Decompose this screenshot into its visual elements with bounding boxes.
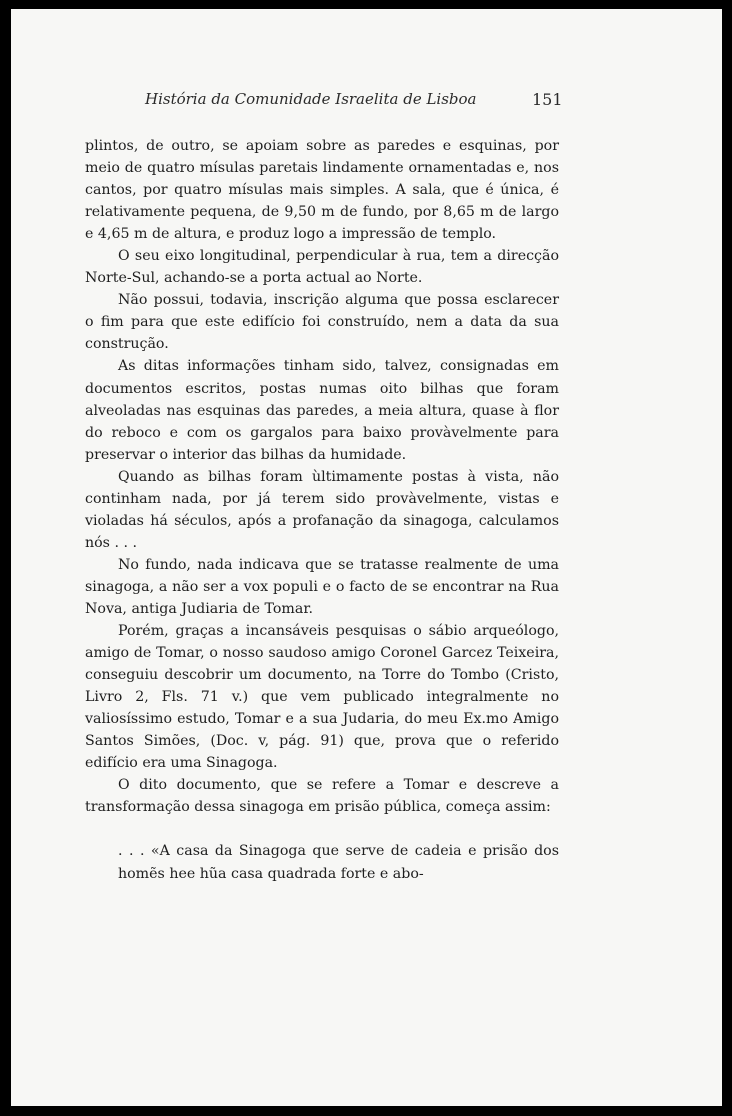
paragraph: Quando as bilhas foram ùltimamente postas à vista, não continham nada, por já terem sido provàvelmente, vistas e violadas há séculos, após a profanação da sinagoga, calculamos nós . . . (85, 468, 559, 551)
paragraph: Porém, graças a incansáveis pesquisas o sábio arqueólogo, amigo de Tomar, o nosso saudoso amigo Coronel Garcez Teixeira, conseguiu descobrir um documento, na Torre do Tombo (Cristo, Livro 2, Fls. 71 v.) que vem publicado integralmente no valiosíssimo estudo, Tomar e a sua Judaria, do meu Ex.mo Amigo Santos Simões, (Doc. v, pág. 91) que, prova que o referido edifício era uma Sinagoga. (85, 623, 559, 772)
book-page (11, 9, 722, 1106)
page-number: 151 (532, 90, 563, 109)
running-title: História da Comunidade Israelita de Lisboa (145, 90, 477, 108)
paragraph: O dito documento, que se refere a Tomar e descreve a transformação dessa sinagoga em prisão pública, começa assim: (85, 777, 559, 816)
quoted-document: . . . «A casa da Sinagoga que serve de cadeia e prisão dos homẽs hee hũa casa quadrada forte e abo- (118, 843, 559, 882)
paragraph: Não possui, todavia, inscrição alguma que possa esclarecer o fim para que este edifício foi construído, nem a data da sua construção. (85, 292, 559, 353)
paragraph: O seu eixo longitudinal, perpendicular à rua, tem a direcção Norte-Sul, achando-se a porta actual ao Norte. (85, 248, 559, 287)
body-text (85, 135, 559, 885)
page-header (11, 90, 722, 114)
paragraph: As ditas informações tinham sido, talvez, consignadas em documentos escritos, postas numas oito bilhas que foram alveoladas nas esquinas das paredes, a meia altura, quase à flor do reboco e com os gargalos para baixo provàvelmente para preservar o interior das bilhas da humidade. (85, 358, 559, 463)
paragraph: No fundo, nada indicava que se tratasse realmente de uma sinagoga, a não ser a vox populi e o facto de se encontrar na Rua Nova, antiga Judiaria de Tomar. (85, 556, 559, 617)
paragraph: plintos, de outro, se apoiam sobre as paredes e esquinas, por meio de quatro mísulas paretais lindamente ornamentadas e, nos cantos, por quatro mísulas mais simples. A sala, que é única, é relativamente pequena, de 9,50 m de fundo, por 8,65 m de largo e 4,65 m de altura, e produz logo a impressão de templo. (85, 138, 559, 243)
